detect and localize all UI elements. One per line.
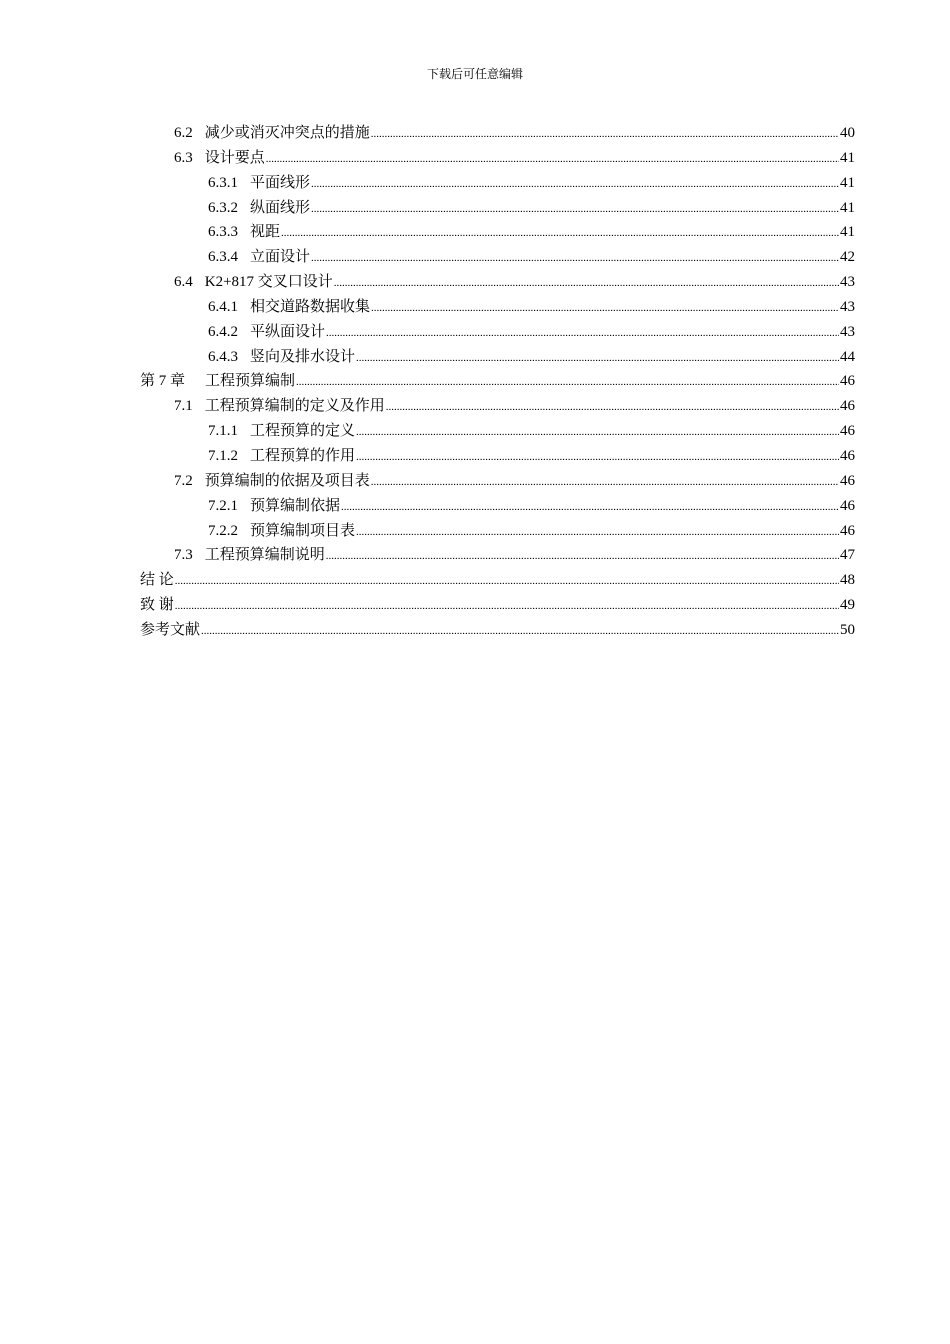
- toc-dot-leader: [371, 296, 839, 320]
- toc-dot-leader: [201, 619, 839, 643]
- toc-dot-leader: [371, 470, 839, 494]
- toc-entry[interactable]: [140, 245, 855, 270]
- toc-dot-leader: [175, 569, 839, 593]
- toc-dot-leader: [281, 221, 839, 245]
- toc-dot-leader: [175, 594, 839, 618]
- toc-dot-leader: [311, 197, 839, 221]
- toc-dot-leader: [341, 495, 839, 519]
- toc-entry-page-number: 40: [840, 125, 855, 141]
- toc-entry-page-number: 43: [840, 323, 855, 340]
- toc-entry-number: 第 7 章: [140, 373, 186, 390]
- toc-entry-title: 视距: [250, 224, 281, 241]
- toc-entry-number: 6.2: [174, 125, 193, 141]
- toc-entry[interactable]: [140, 394, 855, 419]
- toc-entry-page-number: 46: [840, 447, 855, 464]
- toc-dot-leader: [356, 420, 839, 444]
- toc-dot-leader: [356, 520, 839, 544]
- toc-entry-page-number: 46: [840, 522, 855, 539]
- toc-entry[interactable]: [140, 295, 855, 320]
- toc-entry[interactable]: [140, 220, 855, 245]
- toc-entry-number: 6.3.1: [208, 174, 238, 191]
- toc-entry-title: 立面设计: [250, 249, 311, 266]
- toc-entry[interactable]: [140, 568, 855, 593]
- toc-entry[interactable]: [140, 618, 855, 643]
- toc-entry-title: 纵面线形: [250, 199, 311, 216]
- toc-entry[interactable]: [140, 543, 855, 568]
- toc-entry-number: 7.2: [174, 472, 193, 489]
- page-header: 下载后可任意编辑: [426, 67, 523, 81]
- toc-entry[interactable]: [140, 345, 855, 370]
- toc-entry-title: 设计要点: [204, 149, 265, 166]
- toc-entry-title: 预算编制依据: [250, 497, 341, 514]
- toc-entry-title: K2+817 交叉口设计: [204, 274, 333, 291]
- toc-entry-title: 工程预算编制的定义及作用: [204, 398, 385, 415]
- toc-entry[interactable]: [140, 146, 855, 171]
- toc-dot-leader: [326, 544, 839, 568]
- toc-dot-leader: [296, 370, 839, 394]
- toc-entry-title: 平面线形: [250, 174, 311, 191]
- toc-entry[interactable]: [140, 121, 855, 146]
- toc-entry-number: 7.2.1: [208, 497, 238, 514]
- toc-entry-number: 6.4.1: [208, 298, 238, 315]
- toc-entry-title: 预算编制项目表: [250, 522, 356, 539]
- toc-entry-title: 工程预算的作用: [250, 447, 356, 464]
- toc-entry-page-number: 41: [840, 199, 855, 216]
- toc-entry-title: 竖向及排水设计: [250, 348, 356, 365]
- toc-entry-page-number: 43: [840, 274, 855, 291]
- toc-entry[interactable]: [140, 320, 855, 345]
- toc-entry-title: 工程预算编制说明: [204, 547, 325, 564]
- toc-entry-page-number: 48: [840, 572, 855, 589]
- toc-entry-page-number: 50: [840, 621, 855, 638]
- toc-entry-number: 7.3: [174, 547, 193, 564]
- toc-entry-page-number: 46: [840, 423, 855, 440]
- toc-entry-page-number: 41: [840, 224, 855, 241]
- toc-entry-number: 6.4.2: [208, 323, 238, 340]
- toc-entry-number: 7.1: [174, 398, 193, 415]
- toc-entry-page-number: 47: [840, 547, 855, 564]
- toc-entry[interactable]: [140, 593, 855, 618]
- toc-entry[interactable]: [140, 419, 855, 444]
- toc-entry-page-number: 44: [840, 348, 855, 365]
- toc-dot-leader: [334, 271, 839, 295]
- toc-entry[interactable]: [140, 494, 855, 519]
- toc-dot-leader: [311, 246, 839, 270]
- toc-entry-title: 参考文献: [140, 621, 201, 638]
- toc-entry-title: 致 谢: [140, 597, 174, 614]
- toc-entry-page-number: 46: [840, 497, 855, 514]
- toc-entry[interactable]: [140, 519, 855, 544]
- toc-entry[interactable]: [140, 369, 855, 394]
- toc-entry-number: 7.1.1: [208, 423, 238, 440]
- toc-entry[interactable]: [140, 270, 855, 295]
- toc-entry-number: 7.1.2: [208, 447, 238, 464]
- toc-entry-page-number: 46: [840, 398, 855, 415]
- toc-entry-number: 6.4.3: [208, 348, 238, 365]
- toc-entry[interactable]: [140, 171, 855, 196]
- toc-entry-page-number: 46: [840, 472, 855, 489]
- toc-entry[interactable]: [140, 444, 855, 469]
- toc-dot-leader: [371, 122, 839, 146]
- toc-entry-number: 7.2.2: [208, 522, 238, 539]
- toc-entry-page-number: 49: [840, 597, 855, 614]
- toc-dot-leader: [386, 395, 839, 419]
- toc-entry-title: 相交道路数据收集: [250, 298, 371, 315]
- toc-dot-leader: [356, 445, 839, 469]
- toc-entry-page-number: 46: [840, 373, 855, 390]
- toc-entry-title: 结 论: [140, 572, 174, 589]
- toc-dot-leader: [266, 147, 839, 171]
- toc-dot-leader: [356, 346, 839, 370]
- toc-entry-number: 6.3.4: [208, 249, 238, 266]
- toc-entry-number: 6.3.2: [208, 199, 238, 216]
- toc-entry-number: 6.3.3: [208, 224, 238, 241]
- toc-entry-page-number: 42: [840, 249, 855, 266]
- toc-entry-title: 预算编制的依据及项目表: [204, 472, 370, 489]
- toc-entry[interactable]: [140, 196, 855, 221]
- toc-entry-title: 减少或消灭冲突点的措施: [204, 125, 370, 141]
- toc-entry-page-number: 41: [840, 174, 855, 191]
- toc-entry-title: 工程预算的定义: [250, 423, 356, 440]
- toc-dot-leader: [311, 172, 839, 196]
- toc-entry-title: 平纵面设计: [250, 323, 326, 340]
- toc-entry-page-number: 43: [840, 298, 855, 315]
- toc-entry-number: 6.3: [174, 149, 193, 166]
- toc-entry-number: 6.4: [174, 274, 193, 291]
- table-of-contents: [140, 121, 855, 643]
- toc-entry[interactable]: [140, 469, 855, 494]
- toc-entry-page-number: 41: [840, 149, 855, 166]
- toc-entry-title: 工程预算编制: [205, 373, 296, 390]
- toc-dot-leader: [326, 321, 839, 345]
